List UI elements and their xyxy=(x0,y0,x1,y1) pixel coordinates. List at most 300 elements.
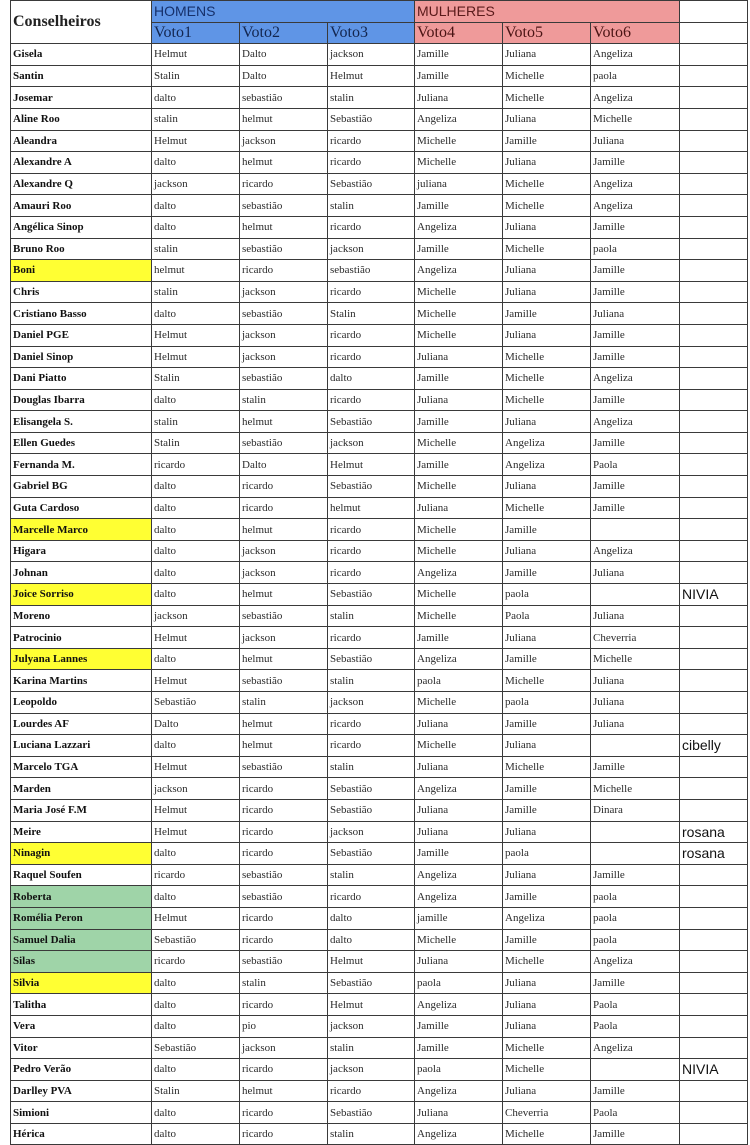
cell-voto2[interactable]: sebastião xyxy=(240,195,328,217)
cell-conselheiro[interactable]: Moreno xyxy=(11,605,152,627)
cell-voto6[interactable]: Juliana xyxy=(591,562,680,584)
cell-voto3[interactable]: jackson xyxy=(328,821,415,843)
cell-conselheiro[interactable]: Meire xyxy=(11,821,152,843)
cell-voto3[interactable]: dalto xyxy=(328,907,415,929)
cell-voto1[interactable]: stalin xyxy=(152,238,240,260)
cell-voto2[interactable]: sebastião xyxy=(240,951,328,973)
cell-voto6[interactable]: Michelle xyxy=(591,778,680,800)
cell-extra-note[interactable] xyxy=(680,562,748,584)
cell-voto2[interactable]: helmut xyxy=(240,152,328,174)
cell-extra-note[interactable] xyxy=(680,778,748,800)
cell-voto2[interactable]: sebastião xyxy=(240,864,328,886)
cell-voto6[interactable]: Jamille xyxy=(591,864,680,886)
cell-voto2[interactable]: ricardo xyxy=(240,778,328,800)
cell-conselheiro[interactable]: Aline Roo xyxy=(11,108,152,130)
cell-voto4[interactable]: Michelle xyxy=(415,929,503,951)
cell-conselheiro[interactable]: Hérica xyxy=(11,1123,152,1145)
cell-voto4[interactable]: Jamille xyxy=(415,1037,503,1059)
cell-voto2[interactable]: helmut xyxy=(240,216,328,238)
cell-conselheiro[interactable]: Guta Cardoso xyxy=(11,497,152,519)
cell-voto6[interactable]: Juliana xyxy=(591,670,680,692)
cell-extra-note[interactable] xyxy=(680,368,748,390)
cell-voto5[interactable]: Jamille xyxy=(503,562,591,584)
cell-conselheiro[interactable]: Gabriel BG xyxy=(11,476,152,498)
cell-voto6[interactable] xyxy=(591,519,680,541)
cell-voto4[interactable]: Jamille xyxy=(415,65,503,87)
column-header-voto6[interactable]: Voto6 xyxy=(591,22,680,44)
cell-voto3[interactable]: Helmut xyxy=(328,454,415,476)
cell-extra-note[interactable] xyxy=(680,44,748,66)
cell-voto5[interactable]: Michelle xyxy=(503,389,591,411)
cell-voto5[interactable]: Michelle xyxy=(503,1037,591,1059)
cell-voto2[interactable]: ricardo xyxy=(240,843,328,865)
blank-header-cell[interactable] xyxy=(680,1,748,23)
cell-extra-note[interactable] xyxy=(680,972,748,994)
cell-extra-note[interactable] xyxy=(680,1102,748,1124)
cell-voto2[interactable]: stalin xyxy=(240,692,328,714)
cell-conselheiro[interactable]: Samuel Dalia xyxy=(11,929,152,951)
cell-conselheiro[interactable]: Darlley PVA xyxy=(11,1080,152,1102)
cell-voto4[interactable]: Juliana xyxy=(415,389,503,411)
cell-conselheiro[interactable]: Vitor xyxy=(11,1037,152,1059)
cell-voto2[interactable]: sebastião xyxy=(240,432,328,454)
cell-voto6[interactable]: paola xyxy=(591,907,680,929)
column-header-voto2[interactable]: Voto2 xyxy=(240,22,328,44)
cell-voto5[interactable]: Cheverria xyxy=(503,1102,591,1124)
cell-voto6[interactable]: paola xyxy=(591,929,680,951)
cell-extra-note[interactable] xyxy=(680,929,748,951)
cell-voto3[interactable]: stalin xyxy=(328,1037,415,1059)
cell-voto5[interactable]: Michelle xyxy=(503,951,591,973)
cell-conselheiro[interactable]: Bruno Roo xyxy=(11,238,152,260)
cell-voto1[interactable]: Helmut xyxy=(152,346,240,368)
cell-voto5[interactable]: Juliana xyxy=(503,324,591,346)
cell-voto4[interactable]: Jamille xyxy=(415,843,503,865)
column-header-voto3[interactable]: Voto3 xyxy=(328,22,415,44)
cell-voto6[interactable]: Jamille xyxy=(591,476,680,498)
cell-conselheiro[interactable]: Marcelle Marco xyxy=(11,519,152,541)
cell-voto3[interactable]: ricardo xyxy=(328,540,415,562)
cell-extra-note[interactable]: cibelly xyxy=(680,735,748,757)
cell-extra-note[interactable] xyxy=(680,907,748,929)
cell-conselheiro[interactable]: Elisangela S. xyxy=(11,411,152,433)
cell-conselheiro[interactable]: Alexandre A xyxy=(11,152,152,174)
cell-voto4[interactable]: Michelle xyxy=(415,476,503,498)
cell-conselheiro[interactable]: Cristiano Basso xyxy=(11,303,152,325)
cell-conselheiro[interactable]: Ninagin xyxy=(11,843,152,865)
cell-voto3[interactable]: Sebastião xyxy=(328,799,415,821)
cell-voto5[interactable]: Michelle xyxy=(503,670,591,692)
cell-voto1[interactable]: dalto xyxy=(152,562,240,584)
cell-voto1[interactable]: Helmut xyxy=(152,44,240,66)
cell-voto2[interactable]: ricardo xyxy=(240,799,328,821)
cell-voto5[interactable]: Juliana xyxy=(503,281,591,303)
cell-voto5[interactable]: Juliana xyxy=(503,864,591,886)
cell-voto3[interactable]: ricardo xyxy=(328,627,415,649)
group-header-mulheres[interactable]: MULHERES xyxy=(415,1,680,23)
cell-voto6[interactable]: Angeliza xyxy=(591,44,680,66)
cell-voto3[interactable]: Sebastião xyxy=(328,972,415,994)
cell-voto1[interactable]: dalto xyxy=(152,1059,240,1081)
cell-conselheiro[interactable]: Pedro Verão xyxy=(11,1059,152,1081)
cell-voto2[interactable]: ricardo xyxy=(240,173,328,195)
cell-voto3[interactable]: Helmut xyxy=(328,951,415,973)
cell-voto6[interactable] xyxy=(591,1059,680,1081)
cell-voto5[interactable]: Juliana xyxy=(503,1080,591,1102)
cell-voto3[interactable]: Sebastião xyxy=(328,843,415,865)
cell-voto4[interactable]: Jamille xyxy=(415,454,503,476)
cell-voto4[interactable]: Angeliza xyxy=(415,886,503,908)
cell-conselheiro[interactable]: Santin xyxy=(11,65,152,87)
cell-voto2[interactable]: jackson xyxy=(240,1037,328,1059)
cell-voto6[interactable] xyxy=(591,821,680,843)
cell-voto4[interactable]: Michelle xyxy=(415,152,503,174)
cell-conselheiro[interactable]: Josemar xyxy=(11,87,152,109)
cell-voto6[interactable]: Jamille xyxy=(591,281,680,303)
cell-voto3[interactable]: dalto xyxy=(328,368,415,390)
cell-voto6[interactable]: Angeliza xyxy=(591,368,680,390)
cell-voto1[interactable]: jackson xyxy=(152,605,240,627)
cell-extra-note[interactable] xyxy=(680,713,748,735)
cell-voto5[interactable]: Juliana xyxy=(503,108,591,130)
cell-voto6[interactable]: Angeliza xyxy=(591,195,680,217)
cell-voto4[interactable]: Jamille xyxy=(415,195,503,217)
cell-voto6[interactable] xyxy=(591,584,680,606)
cell-voto1[interactable]: stalin xyxy=(152,411,240,433)
cell-voto4[interactable]: Juliana xyxy=(415,951,503,973)
cell-voto3[interactable]: Sebastião xyxy=(328,411,415,433)
cell-conselheiro[interactable]: Aleandra xyxy=(11,130,152,152)
cell-voto1[interactable]: ricardo xyxy=(152,864,240,886)
cell-voto6[interactable]: Jamille xyxy=(591,216,680,238)
cell-voto1[interactable]: Sebastião xyxy=(152,692,240,714)
cell-voto5[interactable]: paola xyxy=(503,692,591,714)
cell-extra-note[interactable] xyxy=(680,756,748,778)
cell-voto1[interactable]: Helmut xyxy=(152,627,240,649)
cell-extra-note[interactable]: NIVIA xyxy=(680,1059,748,1081)
cell-voto5[interactable]: Jamille xyxy=(503,519,591,541)
cell-voto2[interactable]: ricardo xyxy=(240,994,328,1016)
cell-voto1[interactable]: dalto xyxy=(152,1015,240,1037)
cell-voto1[interactable]: Sebastião xyxy=(152,929,240,951)
cell-voto2[interactable]: helmut xyxy=(240,108,328,130)
cell-conselheiro[interactable]: Joice Sorriso xyxy=(11,584,152,606)
cell-voto2[interactable]: jackson xyxy=(240,562,328,584)
cell-voto3[interactable]: jackson xyxy=(328,1015,415,1037)
cell-voto3[interactable]: Helmut xyxy=(328,994,415,1016)
cell-voto2[interactable]: helmut xyxy=(240,584,328,606)
cell-voto2[interactable]: jackson xyxy=(240,324,328,346)
cell-extra-note[interactable] xyxy=(680,324,748,346)
cell-voto1[interactable]: stalin xyxy=(152,108,240,130)
cell-voto1[interactable]: helmut xyxy=(152,260,240,282)
cell-voto5[interactable]: Michelle xyxy=(503,87,591,109)
cell-voto1[interactable]: dalto xyxy=(152,972,240,994)
cell-voto5[interactable]: Juliana xyxy=(503,627,591,649)
cell-voto3[interactable]: ricardo xyxy=(328,389,415,411)
cell-voto1[interactable]: dalto xyxy=(152,87,240,109)
cell-voto1[interactable]: dalto xyxy=(152,1123,240,1145)
cell-voto3[interactable]: jackson xyxy=(328,432,415,454)
cell-extra-note[interactable] xyxy=(680,670,748,692)
cell-conselheiro[interactable]: Patrocinio xyxy=(11,627,152,649)
cell-voto2[interactable]: ricardo xyxy=(240,907,328,929)
cell-voto6[interactable]: Paola xyxy=(591,1102,680,1124)
cell-extra-note[interactable] xyxy=(680,195,748,217)
cell-voto1[interactable]: Helmut xyxy=(152,907,240,929)
cell-voto1[interactable]: dalto xyxy=(152,735,240,757)
cell-conselheiro[interactable]: Silvia xyxy=(11,972,152,994)
cell-voto1[interactable]: Sebastião xyxy=(152,1037,240,1059)
cell-voto4[interactable]: jamille xyxy=(415,907,503,929)
cell-voto6[interactable]: Angeliza xyxy=(591,540,680,562)
cell-voto5[interactable]: Juliana xyxy=(503,540,591,562)
cell-voto2[interactable]: helmut xyxy=(240,713,328,735)
cell-voto5[interactable]: Michelle xyxy=(503,1123,591,1145)
cell-voto2[interactable]: sebastião xyxy=(240,87,328,109)
cell-extra-note[interactable] xyxy=(680,799,748,821)
cell-voto6[interactable]: Juliana xyxy=(591,130,680,152)
cell-voto4[interactable]: Michelle xyxy=(415,303,503,325)
cell-voto6[interactable]: Paola xyxy=(591,994,680,1016)
cell-voto1[interactable]: Helmut xyxy=(152,324,240,346)
cell-voto3[interactable]: ricardo xyxy=(328,713,415,735)
cell-voto4[interactable]: Juliana xyxy=(415,713,503,735)
cell-voto4[interactable]: Angeliza xyxy=(415,562,503,584)
cell-voto5[interactable]: Jamille xyxy=(503,886,591,908)
cell-extra-note[interactable] xyxy=(680,648,748,670)
cell-conselheiro[interactable]: Romélia Peron xyxy=(11,907,152,929)
cell-extra-note[interactable] xyxy=(680,1015,748,1037)
cell-extra-note[interactable] xyxy=(680,173,748,195)
cell-voto4[interactable]: Juliana xyxy=(415,821,503,843)
cell-voto2[interactable]: ricardo xyxy=(240,929,328,951)
cell-extra-note[interactable] xyxy=(680,627,748,649)
cell-voto6[interactable]: Jamille xyxy=(591,260,680,282)
column-header-voto5[interactable]: Voto5 xyxy=(503,22,591,44)
cell-voto4[interactable]: Angeliza xyxy=(415,864,503,886)
cell-extra-note[interactable]: NIVIA xyxy=(680,584,748,606)
cell-voto3[interactable]: ricardo xyxy=(328,281,415,303)
cell-voto3[interactable]: ricardo xyxy=(328,562,415,584)
cell-extra-note[interactable]: rosana xyxy=(680,843,748,865)
cell-voto4[interactable]: Jamille xyxy=(415,1015,503,1037)
cell-voto6[interactable]: Angeliza xyxy=(591,951,680,973)
cell-extra-note[interactable] xyxy=(680,411,748,433)
cell-voto3[interactable]: Stalin xyxy=(328,303,415,325)
cell-voto4[interactable]: Juliana xyxy=(415,346,503,368)
cell-voto4[interactable]: Michelle xyxy=(415,735,503,757)
column-header-voto4[interactable]: Voto4 xyxy=(415,22,503,44)
cell-voto5[interactable]: Michelle xyxy=(503,238,591,260)
column-header-conselheiros[interactable]: Conselheiros xyxy=(11,1,152,44)
cell-voto3[interactable]: ricardo xyxy=(328,152,415,174)
cell-voto5[interactable]: Juliana xyxy=(503,735,591,757)
cell-voto4[interactable]: Juliana xyxy=(415,756,503,778)
cell-voto4[interactable]: Angeliza xyxy=(415,260,503,282)
cell-voto2[interactable]: Dalto xyxy=(240,44,328,66)
cell-voto2[interactable]: jackson xyxy=(240,281,328,303)
cell-voto6[interactable]: Jamille xyxy=(591,432,680,454)
column-header-voto1[interactable]: Voto1 xyxy=(152,22,240,44)
cell-voto3[interactable]: ricardo xyxy=(328,1080,415,1102)
cell-voto2[interactable]: jackson xyxy=(240,346,328,368)
cell-conselheiro[interactable]: Johnan xyxy=(11,562,152,584)
cell-voto4[interactable]: juliana xyxy=(415,173,503,195)
cell-voto4[interactable]: Juliana xyxy=(415,1102,503,1124)
cell-voto3[interactable]: ricardo xyxy=(328,519,415,541)
cell-voto2[interactable]: jackson xyxy=(240,540,328,562)
cell-conselheiro[interactable]: Higara xyxy=(11,540,152,562)
cell-voto4[interactable]: Angeliza xyxy=(415,994,503,1016)
cell-voto1[interactable]: dalto xyxy=(152,540,240,562)
cell-voto3[interactable]: helmut xyxy=(328,497,415,519)
cell-voto2[interactable]: ricardo xyxy=(240,1123,328,1145)
cell-voto3[interactable]: stalin xyxy=(328,605,415,627)
cell-voto1[interactable]: dalto xyxy=(152,389,240,411)
cell-conselheiro[interactable]: Julyana Lannes xyxy=(11,648,152,670)
cell-voto2[interactable]: helmut xyxy=(240,1080,328,1102)
cell-voto2[interactable]: helmut xyxy=(240,735,328,757)
cell-extra-note[interactable] xyxy=(680,108,748,130)
cell-voto5[interactable]: Michelle xyxy=(503,368,591,390)
cell-voto6[interactable]: Cheverria xyxy=(591,627,680,649)
cell-conselheiro[interactable]: Chris xyxy=(11,281,152,303)
cell-voto5[interactable]: Jamille xyxy=(503,648,591,670)
cell-extra-note[interactable] xyxy=(680,238,748,260)
cell-extra-note[interactable] xyxy=(680,476,748,498)
cell-voto3[interactable]: stalin xyxy=(328,864,415,886)
cell-voto4[interactable]: paola xyxy=(415,972,503,994)
cell-voto1[interactable]: dalto xyxy=(152,152,240,174)
cell-voto6[interactable]: paola xyxy=(591,65,680,87)
cell-voto2[interactable]: ricardo xyxy=(240,260,328,282)
cell-voto3[interactable]: Sebastião xyxy=(328,476,415,498)
cell-voto4[interactable]: Angeliza xyxy=(415,108,503,130)
cell-voto1[interactable]: Dalto xyxy=(152,713,240,735)
cell-voto4[interactable]: Jamille xyxy=(415,44,503,66)
cell-voto6[interactable]: Jamille xyxy=(591,972,680,994)
cell-voto5[interactable]: Michelle xyxy=(503,497,591,519)
cell-voto3[interactable]: jackson xyxy=(328,1059,415,1081)
cell-voto4[interactable]: Michelle xyxy=(415,432,503,454)
cell-voto1[interactable]: dalto xyxy=(152,303,240,325)
cell-voto3[interactable]: Sebastião xyxy=(328,173,415,195)
cell-voto6[interactable]: Juliana xyxy=(591,605,680,627)
cell-conselheiro[interactable]: Angélica Sinop xyxy=(11,216,152,238)
cell-voto1[interactable]: ricardo xyxy=(152,951,240,973)
cell-extra-note[interactable] xyxy=(680,951,748,973)
cell-voto1[interactable]: dalto xyxy=(152,648,240,670)
cell-extra-note[interactable] xyxy=(680,1080,748,1102)
cell-conselheiro[interactable]: Gisela xyxy=(11,44,152,66)
cell-voto5[interactable]: Juliana xyxy=(503,152,591,174)
cell-voto6[interactable]: Juliana xyxy=(591,303,680,325)
cell-conselheiro[interactable]: Vera xyxy=(11,1015,152,1037)
cell-voto6[interactable]: Jamille xyxy=(591,1080,680,1102)
cell-voto1[interactable]: Stalin xyxy=(152,65,240,87)
cell-voto6[interactable]: Dinara xyxy=(591,799,680,821)
cell-voto4[interactable]: Michelle xyxy=(415,324,503,346)
cell-voto4[interactable]: Michelle xyxy=(415,584,503,606)
cell-voto1[interactable]: dalto xyxy=(152,1102,240,1124)
cell-conselheiro[interactable]: Boni xyxy=(11,260,152,282)
cell-conselheiro[interactable]: Raquel Soufen xyxy=(11,864,152,886)
cell-voto1[interactable]: dalto xyxy=(152,584,240,606)
cell-voto5[interactable]: paola xyxy=(503,843,591,865)
cell-conselheiro[interactable]: Talitha xyxy=(11,994,152,1016)
cell-voto2[interactable]: sebastião xyxy=(240,238,328,260)
cell-voto5[interactable]: Juliana xyxy=(503,216,591,238)
cell-conselheiro[interactable]: Ellen Guedes xyxy=(11,432,152,454)
cell-voto4[interactable]: Michelle xyxy=(415,519,503,541)
cell-voto3[interactable]: stalin xyxy=(328,756,415,778)
cell-extra-note[interactable] xyxy=(680,519,748,541)
cell-voto3[interactable]: Sebastião xyxy=(328,108,415,130)
cell-voto4[interactable]: Juliana xyxy=(415,87,503,109)
cell-voto1[interactable]: Helmut xyxy=(152,130,240,152)
cell-voto6[interactable]: Angeliza xyxy=(591,411,680,433)
cell-voto4[interactable]: Jamille xyxy=(415,368,503,390)
cell-voto3[interactable]: jackson xyxy=(328,44,415,66)
cell-voto3[interactable]: ricardo xyxy=(328,346,415,368)
cell-extra-note[interactable] xyxy=(680,692,748,714)
cell-voto5[interactable]: Juliana xyxy=(503,972,591,994)
cell-voto5[interactable]: paola xyxy=(503,584,591,606)
cell-voto6[interactable]: Paola xyxy=(591,454,680,476)
cell-conselheiro[interactable]: Luciana Lazzari xyxy=(11,735,152,757)
cell-voto2[interactable]: Dalto xyxy=(240,65,328,87)
cell-conselheiro[interactable]: Fernanda M. xyxy=(11,454,152,476)
cell-voto5[interactable]: Angeliza xyxy=(503,454,591,476)
cell-conselheiro[interactable]: Douglas Ibarra xyxy=(11,389,152,411)
cell-voto5[interactable]: Jamille xyxy=(503,130,591,152)
cell-voto2[interactable]: sebastião xyxy=(240,605,328,627)
cell-voto6[interactable] xyxy=(591,735,680,757)
blank-header-cell[interactable] xyxy=(680,22,748,44)
cell-extra-note[interactable] xyxy=(680,130,748,152)
cell-voto3[interactable]: Sebastião xyxy=(328,648,415,670)
cell-voto6[interactable] xyxy=(591,843,680,865)
cell-voto5[interactable]: Juliana xyxy=(503,44,591,66)
cell-conselheiro[interactable]: Maria José F.M xyxy=(11,799,152,821)
cell-voto1[interactable]: Stalin xyxy=(152,432,240,454)
cell-conselheiro[interactable]: Roberta xyxy=(11,886,152,908)
cell-voto1[interactable]: dalto xyxy=(152,476,240,498)
cell-voto6[interactable]: Angeliza xyxy=(591,173,680,195)
cell-voto4[interactable]: Angeliza xyxy=(415,648,503,670)
cell-voto2[interactable]: sebastião xyxy=(240,886,328,908)
cell-voto1[interactable]: stalin xyxy=(152,281,240,303)
cell-voto2[interactable]: sebastião xyxy=(240,303,328,325)
cell-voto1[interactable]: dalto xyxy=(152,195,240,217)
cell-conselheiro[interactable]: Silas xyxy=(11,951,152,973)
cell-voto2[interactable]: sebastião xyxy=(240,670,328,692)
cell-conselheiro[interactable]: Dani Piatto xyxy=(11,368,152,390)
cell-voto1[interactable]: jackson xyxy=(152,778,240,800)
cell-voto4[interactable]: Michelle xyxy=(415,605,503,627)
cell-voto3[interactable]: ricardo xyxy=(328,886,415,908)
cell-voto6[interactable]: Jamille xyxy=(591,756,680,778)
cell-conselheiro[interactable]: Amauri Roo xyxy=(11,195,152,217)
cell-voto3[interactable]: Sebastião xyxy=(328,778,415,800)
cell-conselheiro[interactable]: Lourdes AF xyxy=(11,713,152,735)
cell-voto1[interactable]: dalto xyxy=(152,886,240,908)
cell-voto1[interactable]: Stalin xyxy=(152,1080,240,1102)
cell-voto2[interactable]: sebastião xyxy=(240,368,328,390)
cell-voto5[interactable]: Jamille xyxy=(503,303,591,325)
cell-voto3[interactable]: Helmut xyxy=(328,65,415,87)
